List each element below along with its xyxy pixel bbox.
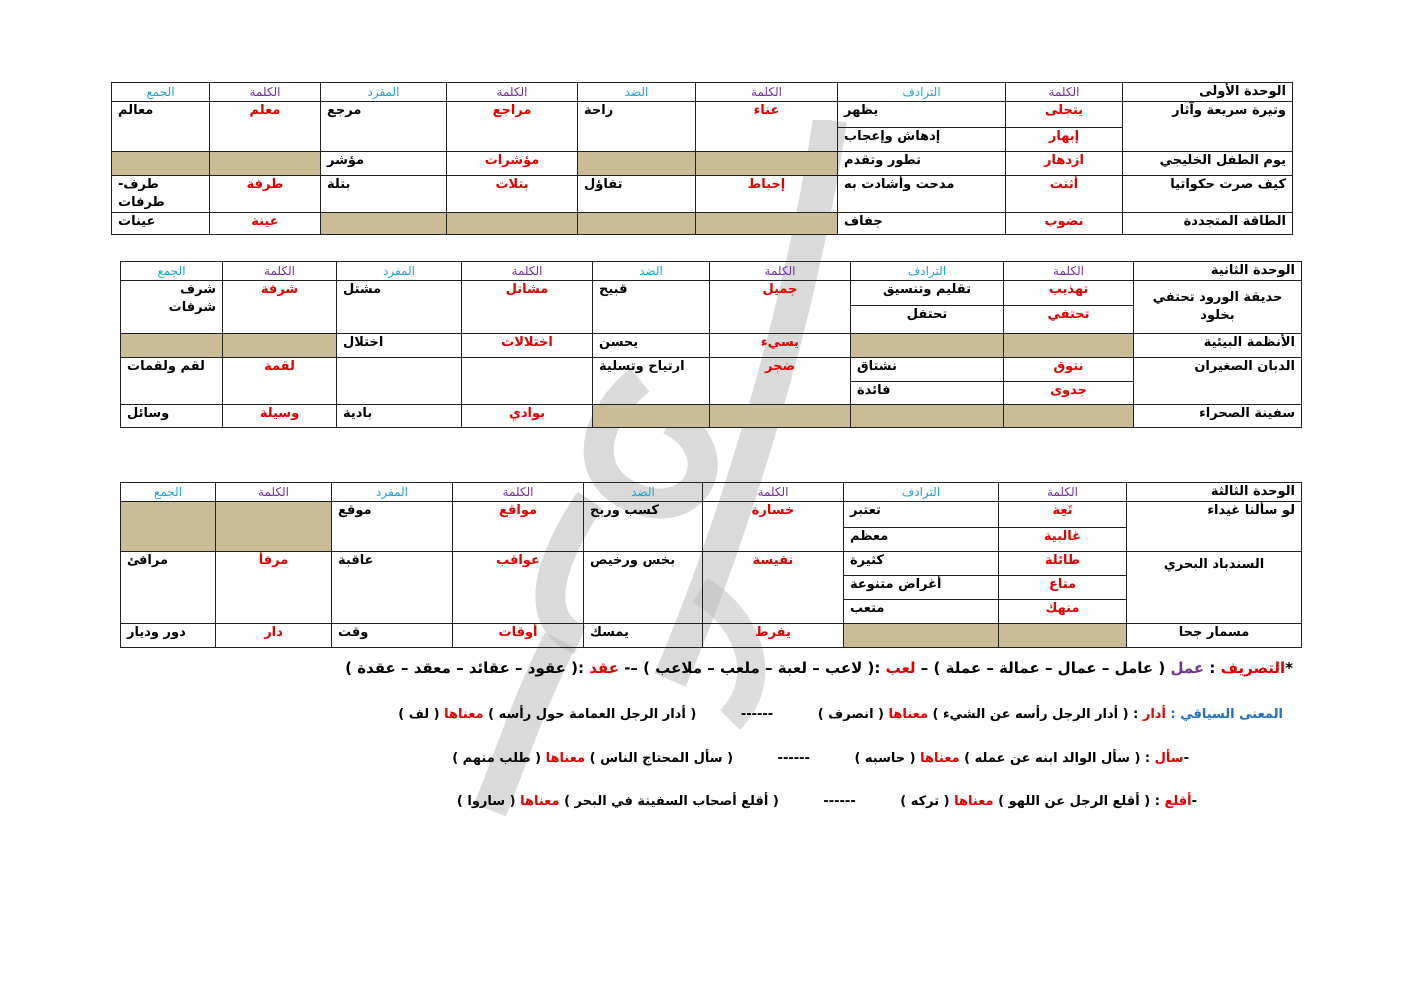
empty-cell	[696, 213, 838, 235]
table-row	[121, 552, 1302, 576]
context-verb: أقلع	[1164, 794, 1192, 809]
tasrif-word: عقد	[589, 659, 619, 677]
tasrif-separator: –	[920, 659, 929, 677]
context-sentence: : ( أدار الرجل رأسه عن الشيء )	[932, 707, 1139, 722]
plural-cell: طرف- طرفات	[112, 176, 210, 213]
empty-cell	[462, 358, 593, 405]
table-header-row	[121, 262, 1302, 281]
table-header-row	[121, 483, 1302, 502]
meaning-value: ( ساروا )	[456, 794, 516, 809]
word-cell: مشاتل	[462, 281, 593, 334]
meaning-label: معناها	[954, 794, 994, 809]
unit1-table	[111, 82, 1293, 235]
singular-cell: اختلال	[337, 334, 462, 358]
col-synonym: الترادف	[838, 83, 1006, 102]
col-plural: الجمع	[121, 262, 223, 281]
lesson-name: لو سألنا غيداء	[1127, 502, 1302, 552]
word-cell: تهذيب	[1004, 281, 1134, 306]
word-cell: خسارة	[703, 502, 844, 552]
context-line	[398, 707, 1283, 722]
word-cell: ضجر	[710, 358, 851, 405]
lesson-name: حديقة الورود تحتفي بخلود	[1134, 281, 1302, 334]
context-sentence: : ( أقلع الرجل عن اللهو )	[998, 794, 1160, 809]
meaning-value: ( طلب منهم )	[452, 751, 542, 766]
singular-cell: مؤشر	[321, 152, 447, 176]
word-cell: إحباط	[696, 176, 838, 213]
word-cell: شرفة	[223, 281, 337, 334]
tasrif-star: *	[1285, 659, 1293, 677]
word-cell: أوقات	[453, 624, 584, 648]
col-word: الكلمة	[710, 262, 851, 281]
empty-cell	[216, 502, 332, 552]
antonym-cell: ارتياح وتسلية	[593, 358, 710, 405]
empty-cell	[223, 334, 337, 358]
word-cell: ازدهار	[1006, 152, 1123, 176]
col-word: الكلمة	[703, 483, 844, 502]
line-prefix: -	[1191, 794, 1197, 809]
synonym-cell: فائدة	[851, 382, 1004, 405]
word-cell: وسيلة	[223, 405, 337, 428]
dash-separator: ------	[777, 751, 810, 766]
empty-cell	[696, 152, 838, 176]
plural-cell: شرف شرفات	[121, 281, 223, 334]
meaning-value: ( لف )	[398, 707, 440, 722]
meaning-label: معناها	[520, 794, 560, 809]
word-cell: أثنت	[1006, 176, 1123, 213]
tasrif-forms: :( عقود – عقائد – معقد – عقدة )	[345, 659, 585, 677]
col-singular: المفرد	[337, 262, 462, 281]
table-row	[121, 334, 1302, 358]
singular-cell: مرجع	[321, 102, 447, 152]
table-row	[121, 502, 1302, 528]
word-cell: جميل	[710, 281, 851, 334]
word-cell: إبهار	[1006, 128, 1123, 152]
tasrif-forms: :( لاعب – لعبة – ملعب – ملاعب )	[643, 659, 881, 677]
word-cell: عواقب	[453, 552, 584, 624]
word-cell: يسيء	[710, 334, 851, 358]
synonym-cell: تقليم وتنسيق	[851, 281, 1004, 306]
word-cell: بوادي	[462, 405, 593, 428]
empty-cell	[593, 405, 710, 428]
singular-cell: بادية	[337, 405, 462, 428]
word-cell: غالبية	[999, 528, 1127, 552]
tasrif-colon: :	[1209, 659, 1216, 677]
tasrif-word: عمل	[1170, 659, 1205, 677]
synonym-cell: مدحت وأشادت به	[838, 176, 1006, 213]
singular-cell: مشتل	[337, 281, 462, 334]
lesson-name: يوم الطفل الخليجي	[1123, 152, 1293, 176]
antonym-cell: تفاؤل	[578, 176, 696, 213]
empty-cell	[999, 624, 1127, 648]
col-synonym: الترادف	[851, 262, 1004, 281]
meaning-value: ( انصرف )	[817, 707, 884, 722]
col-antonym: الضد	[593, 262, 710, 281]
word-cell: طائلة	[999, 552, 1127, 576]
word-cell: مؤشرات	[447, 152, 578, 176]
col-word: الكلمة	[1006, 83, 1123, 102]
tasrif-label: التصريف	[1220, 659, 1286, 677]
tasrif-line	[345, 659, 1293, 677]
antonym-cell: بخس ورخيص	[584, 552, 703, 624]
unit-title: الوحدة الثالثة	[1127, 483, 1302, 502]
plural-cell: وسائل	[121, 405, 223, 428]
empty-cell	[578, 213, 696, 235]
context-line	[452, 751, 1189, 766]
word-cell: دار	[216, 624, 332, 648]
col-word: الكلمة	[1004, 262, 1134, 281]
tasrif-word: لعب	[885, 659, 916, 677]
plural-cell: مرافئ	[121, 552, 216, 624]
word-cell: تحتفي	[1004, 306, 1134, 334]
word-cell: نتوق	[1004, 358, 1134, 382]
word-cell: يفرط	[703, 624, 844, 648]
plural-cell: معالم	[112, 102, 210, 152]
lesson-name: الأنظمة البيئية	[1134, 334, 1302, 358]
synonym-cell: إدهاش وإعجاب	[838, 128, 1006, 152]
empty-cell	[121, 334, 223, 358]
empty-cell	[578, 152, 696, 176]
plural-cell: عينات	[112, 213, 210, 235]
empty-cell	[844, 624, 999, 648]
line-prefix: -	[1183, 751, 1189, 766]
col-singular: المفرد	[321, 83, 447, 102]
col-word: الكلمة	[999, 483, 1127, 502]
table-row	[121, 281, 1302, 306]
word-cell: مرفأ	[216, 552, 332, 624]
context-label: المعنى السياقي :	[1170, 707, 1283, 722]
word-cell: نضوب	[1006, 213, 1123, 235]
table-row	[112, 176, 1293, 213]
col-singular: المفرد	[332, 483, 453, 502]
word-cell: اختلالات	[462, 334, 593, 358]
col-synonym: الترادف	[844, 483, 999, 502]
singular-cell: موقع	[332, 502, 453, 552]
singular-cell: بتلة	[321, 176, 447, 213]
synonym-cell: أغراض متنوعة	[844, 576, 999, 600]
table-header-row	[112, 83, 1293, 102]
word-cell: معلم	[210, 102, 321, 152]
lesson-name: سفينة الصحراء	[1134, 405, 1302, 428]
empty-cell	[851, 334, 1004, 358]
word-cell: مراجع	[447, 102, 578, 152]
context-sentence: ( أقلع أصحاب السفينة في البحر )	[564, 794, 779, 809]
lesson-name: السندباد البحري	[1127, 552, 1302, 624]
table-row	[121, 405, 1302, 428]
synonym-cell: معظم	[844, 528, 999, 552]
col-word: الكلمة	[216, 483, 332, 502]
word-cell: جدوى	[1004, 382, 1134, 405]
table-row	[112, 152, 1293, 176]
col-word: الكلمة	[447, 83, 578, 102]
word-cell: لقمة	[223, 358, 337, 405]
empty-cell	[447, 213, 578, 235]
context-verb: سأل	[1154, 751, 1184, 766]
empty-cell	[321, 213, 447, 235]
word-cell: عناء	[696, 102, 838, 152]
synonym-cell: يظهر	[838, 102, 1006, 128]
meaning-label: معناها	[888, 707, 929, 722]
meaning-value: ( حاسبه )	[854, 751, 916, 766]
word-cell: بتلات	[447, 176, 578, 213]
lesson-name: مسمار جحا	[1127, 624, 1302, 648]
col-word: الكلمة	[696, 83, 838, 102]
empty-cell	[851, 405, 1004, 428]
word-cell: يتجلى	[1006, 102, 1123, 128]
word-cell: متاع	[999, 576, 1127, 600]
antonym-cell: راحة	[578, 102, 696, 152]
singular-cell: وقت	[332, 624, 453, 648]
word-cell: تَعِة	[999, 502, 1127, 528]
empty-cell	[1004, 405, 1134, 428]
col-plural: الجمع	[112, 83, 210, 102]
synonym-cell: نشتاق	[851, 358, 1004, 382]
context-sentence: ( سأل المحتاج الناس )	[589, 751, 734, 766]
empty-cell	[710, 405, 851, 428]
empty-cell	[1004, 334, 1134, 358]
synonym-cell: متعب	[844, 600, 999, 624]
meaning-label: معناها	[545, 751, 586, 766]
synonym-cell: تحتفل	[851, 306, 1004, 334]
synonym-cell: كثيرة	[844, 552, 999, 576]
empty-cell	[121, 502, 216, 552]
col-word: الكلمة	[462, 262, 593, 281]
synonym-cell: تعتبر	[844, 502, 999, 528]
antonym-cell: قبيح	[593, 281, 710, 334]
synonym-cell: تطور وتقدم	[838, 152, 1006, 176]
meaning-label: معناها	[920, 751, 960, 766]
antonym-cell: كسب وربح	[584, 502, 703, 552]
antonym-cell: يمسك	[584, 624, 703, 648]
empty-cell	[337, 358, 462, 405]
plural-cell: دور وديار	[121, 624, 216, 648]
empty-cell	[210, 152, 321, 176]
context-verb: أدار	[1142, 707, 1166, 722]
unit-title: الوحدة الثانية	[1134, 262, 1302, 281]
col-word: الكلمة	[210, 83, 321, 102]
word-cell: عينة	[210, 213, 321, 235]
word-cell: منهك	[999, 600, 1127, 624]
unit3-table	[120, 482, 1302, 648]
table-row	[121, 624, 1302, 648]
singular-cell: عاقبة	[332, 552, 453, 624]
context-sentence: : ( سأل الوالد ابنه عن عمله )	[964, 751, 1151, 766]
lesson-name: الدبان الصغيران	[1134, 358, 1302, 405]
context-sentence: ( أدار الرجل العمامة حول رأسه )	[488, 707, 697, 722]
word-cell: مواقع	[453, 502, 584, 552]
word-cell: طرفة	[210, 176, 321, 213]
lesson-name: وتيرة سريعة وآثار	[1123, 102, 1293, 152]
tasrif-forms: ( عامل – عمال – عمالة – عملة )	[933, 659, 1166, 677]
lesson-name: الطاقة المتجددة	[1123, 213, 1293, 235]
context-line	[457, 794, 1197, 809]
synonym-cell: جفاف	[838, 213, 1006, 235]
word-cell: نفيسة	[703, 552, 844, 624]
empty-cell	[112, 152, 210, 176]
col-plural: الجمع	[121, 483, 216, 502]
dash-separator: ------	[740, 707, 774, 722]
unit2-table	[120, 261, 1302, 428]
dash-separator: ------	[823, 794, 856, 809]
col-word: الكلمة	[453, 483, 584, 502]
table-row	[112, 213, 1293, 235]
table-row	[121, 358, 1302, 382]
col-word: الكلمة	[223, 262, 337, 281]
col-antonym: الضد	[584, 483, 703, 502]
meaning-label: معناها	[444, 707, 484, 722]
lesson-name: كيف صرت حكواتيا	[1123, 176, 1293, 213]
antonym-cell: يحسن	[593, 334, 710, 358]
tasrif-separator: –-	[624, 659, 638, 677]
unit-title: الوحدة الأولى	[1123, 83, 1293, 102]
meaning-value: ( تركه )	[900, 794, 950, 809]
table-row	[112, 102, 1293, 128]
plural-cell: لقم ولقمات	[121, 358, 223, 405]
col-antonym: الضد	[578, 83, 696, 102]
